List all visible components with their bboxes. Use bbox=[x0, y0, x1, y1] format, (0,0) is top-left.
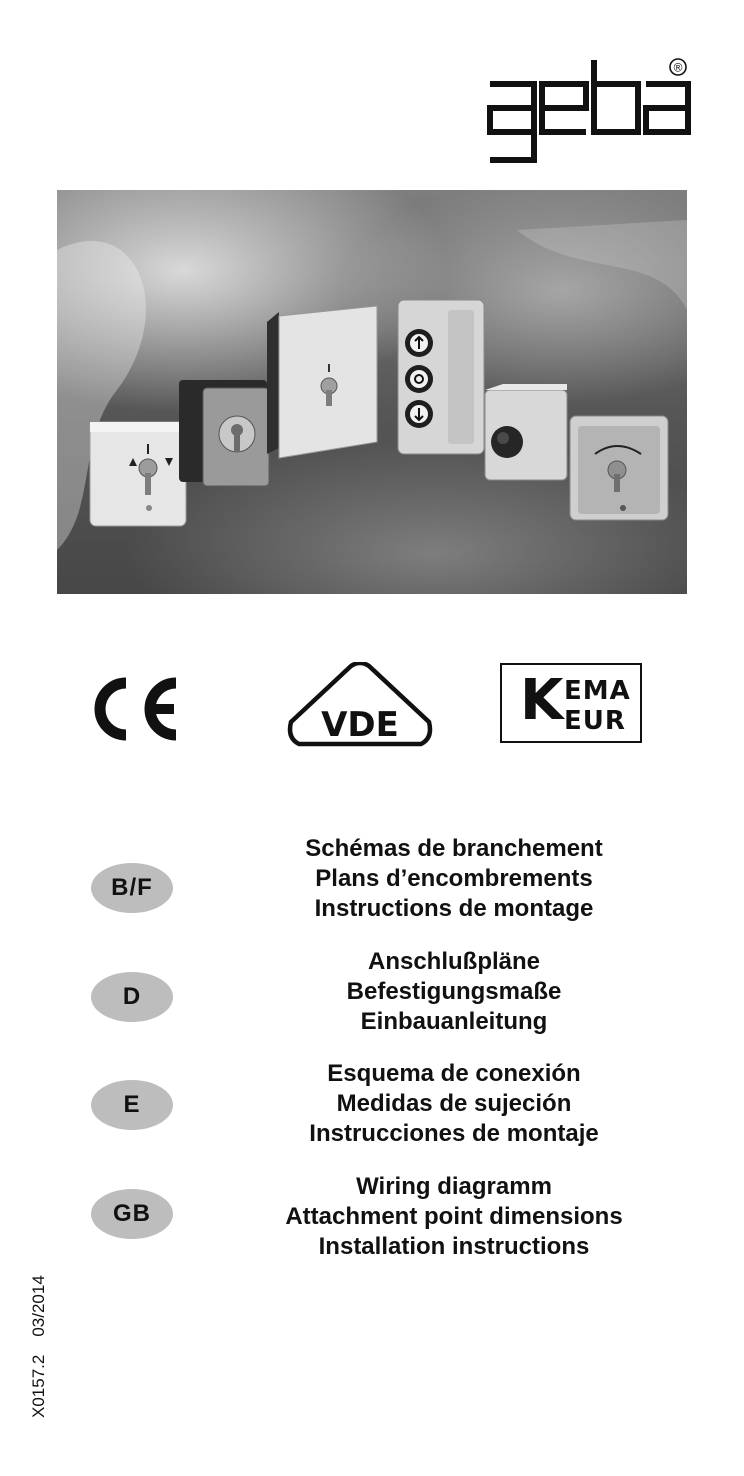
language-lines bbox=[244, 1059, 664, 1149]
language-lines bbox=[244, 947, 664, 1037]
product-photo bbox=[57, 190, 687, 594]
ce-mark bbox=[92, 677, 182, 741]
key-switch-round bbox=[570, 416, 668, 520]
mushroom-button-box bbox=[485, 384, 567, 480]
title-line: Schémas de branchement bbox=[305, 835, 603, 862]
vde-label: VDE bbox=[321, 705, 399, 745]
title-line: Medidas de sujeción bbox=[336, 1090, 572, 1117]
document-number: X0157.2 bbox=[29, 1354, 48, 1418]
title-line: Einbauanleitung bbox=[360, 1008, 548, 1035]
title-line: Befestigungsmaße bbox=[346, 978, 562, 1005]
language-badge: D bbox=[91, 972, 173, 1022]
language-badge: E bbox=[91, 1080, 173, 1130]
title-line: Wiring diagramm bbox=[356, 1173, 552, 1200]
kema-top: EMA bbox=[564, 676, 631, 706]
language-badge: B/F bbox=[91, 863, 173, 913]
kema-keur-mark bbox=[500, 663, 642, 743]
key-switch-plate bbox=[267, 306, 377, 458]
push-button-box bbox=[398, 300, 484, 454]
kema-k: K bbox=[520, 668, 564, 733]
key-switch-black bbox=[179, 380, 269, 486]
title-line: Esquema de conexión bbox=[327, 1060, 581, 1087]
title-line: Attachment point dimensions bbox=[285, 1203, 623, 1230]
title-line: Instructions de montage bbox=[314, 895, 594, 922]
title-line: Plans d’encombrements bbox=[315, 865, 593, 892]
kema-bottom: EUR bbox=[564, 706, 626, 736]
geba-logo bbox=[484, 56, 694, 168]
title-line: Instrucciones de montaje bbox=[309, 1120, 599, 1147]
vde-mark bbox=[287, 662, 433, 752]
registered-mark: ® bbox=[673, 60, 683, 75]
document-date: 03/2014 bbox=[29, 1275, 48, 1337]
title-line: Installation instructions bbox=[318, 1233, 590, 1260]
language-lines bbox=[244, 834, 664, 924]
key-switch-white bbox=[90, 422, 186, 526]
title-line: Anschlußpläne bbox=[367, 948, 541, 975]
language-badge: GB bbox=[91, 1189, 173, 1239]
language-lines bbox=[244, 1172, 664, 1262]
document-code bbox=[29, 1257, 49, 1418]
